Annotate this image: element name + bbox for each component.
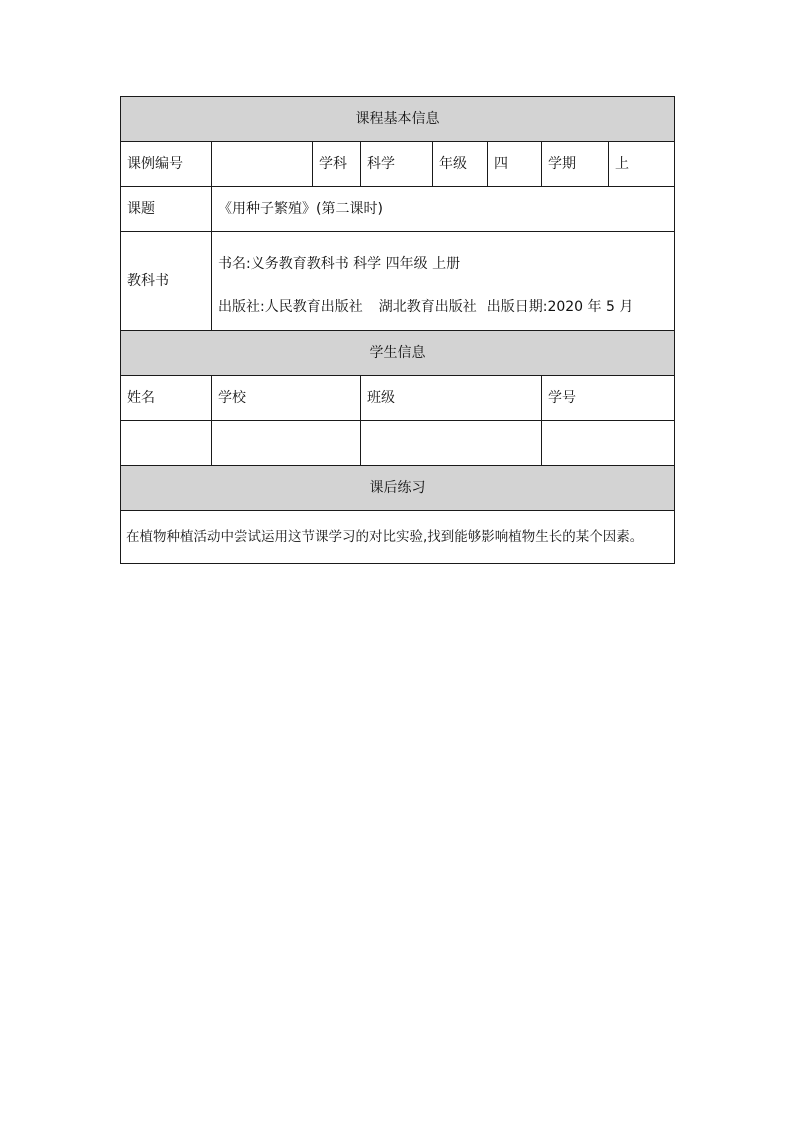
- publisher-label: 出版社:: [218, 299, 265, 315]
- student-class-value: [361, 421, 542, 466]
- subject-label: 学科: [313, 142, 361, 187]
- student-id-value: [542, 421, 675, 466]
- student-school-value: [212, 421, 361, 466]
- student-labels-row: [121, 376, 675, 421]
- book-name-value: 义务教育教科书 科学 四年级 上册: [250, 256, 461, 272]
- publisher-1: 人民教育出版社: [264, 299, 363, 315]
- term-label: 学期: [542, 142, 609, 187]
- textbook-label: 教科书: [121, 232, 212, 331]
- topic-value: 《用种子繁殖》(第二课时): [212, 187, 675, 232]
- publisher-2: 湖北教育出版社: [378, 299, 477, 315]
- homework-header-row: [121, 466, 675, 511]
- term-value: 上: [609, 142, 675, 187]
- topic-row: [121, 187, 675, 232]
- student-name-label: 姓名: [121, 376, 212, 421]
- textbook-row: [121, 232, 675, 331]
- student-id-label: 学号: [542, 376, 675, 421]
- student-info-header-row: [121, 331, 675, 376]
- homework-row: [121, 511, 675, 564]
- course-info-heading: 课程基本信息: [121, 97, 675, 142]
- publisher-line: [218, 298, 668, 316]
- textbook-details: [212, 232, 675, 331]
- subject-value: 科学: [361, 142, 433, 187]
- grade-value: 四: [488, 142, 542, 187]
- student-school-label: 学校: [212, 376, 361, 421]
- lesson-form-table: [120, 96, 675, 564]
- pub-date-value: 2020 年 5 月: [547, 299, 634, 315]
- book-name-label: 书名:: [218, 256, 251, 272]
- course-info-header-row: [121, 97, 675, 142]
- lesson-code-value: [212, 142, 313, 187]
- student-name-value: [121, 421, 212, 466]
- pub-date-label: 出版日期:: [486, 299, 548, 315]
- student-info-heading: 学生信息: [121, 331, 675, 376]
- grade-label: 年级: [433, 142, 488, 187]
- course-meta-row: [121, 142, 675, 187]
- topic-label: 课题: [121, 187, 212, 232]
- student-values-row: [121, 421, 675, 466]
- homework-text: 在植物种植活动中尝试运用这节课学习的对比实验,找到能够影响植物生长的某个因素。: [121, 511, 675, 564]
- student-class-label: 班级: [361, 376, 542, 421]
- lesson-code-label: 课例编号: [121, 142, 212, 187]
- homework-heading: 课后练习: [121, 466, 675, 511]
- book-name-line: [218, 255, 668, 273]
